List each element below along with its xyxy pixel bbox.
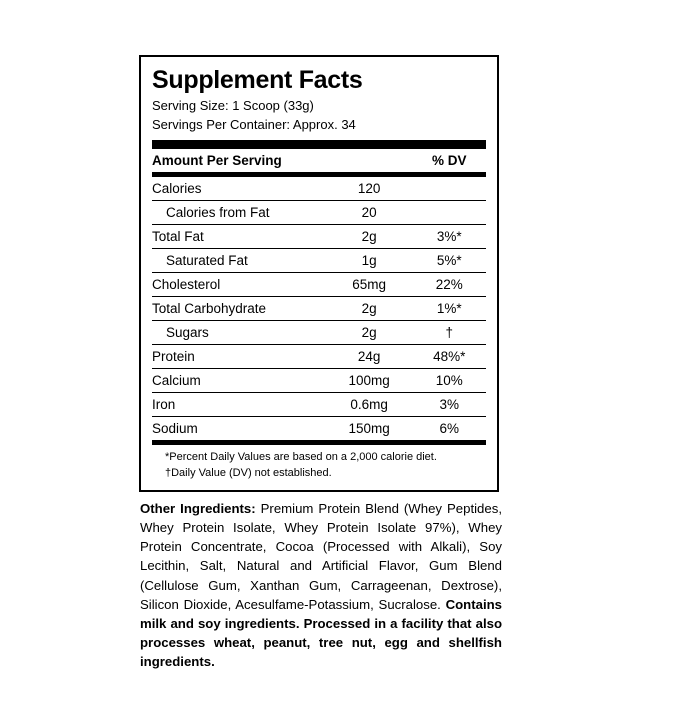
nutrient-name: Cholesterol xyxy=(152,273,326,297)
table-row xyxy=(152,393,486,417)
nutrient-dv: 3%* xyxy=(413,225,486,249)
nutrient-rows-table xyxy=(152,177,486,440)
table-row xyxy=(152,417,486,441)
nutrient-amount: 65mg xyxy=(326,273,413,297)
nutrient-dv: 10% xyxy=(413,369,486,393)
serving-size-line: Serving Size: 1 Scoop (33g) xyxy=(152,98,314,114)
divider-thick-top xyxy=(152,140,486,149)
nutrient-amount: 2g xyxy=(326,321,413,345)
nutrient-amount: 150mg xyxy=(326,417,413,441)
nutrient-dv xyxy=(413,201,486,225)
supplement-facts-box xyxy=(139,55,499,492)
allergen-statement: Contains milk and soy ingredients. Processed in a facility that also processes wheat, peanut, tree nut, egg and shellfish ingredients. xyxy=(140,596,502,670)
footnotes xyxy=(152,445,486,484)
table-row xyxy=(152,369,486,393)
nutrient-dv: 48%* xyxy=(413,345,486,369)
table-row xyxy=(152,249,486,273)
nutrient-dv xyxy=(413,177,486,201)
nutrient-name: Total Fat xyxy=(152,225,326,249)
nutrient-amount: 100mg xyxy=(326,369,413,393)
nutrient-amount: 2g xyxy=(326,225,413,249)
panel-title: Supplement Facts xyxy=(152,66,363,94)
table-row xyxy=(152,273,486,297)
nutrition-table xyxy=(152,149,486,172)
footnote-dagger: †Daily Value (DV) not established. xyxy=(165,467,332,480)
nutrient-amount: 20 xyxy=(326,201,413,225)
nutrient-dv: 22% xyxy=(413,273,486,297)
nutrient-amount: 1g xyxy=(326,249,413,273)
nutrient-amount: 0.6mg xyxy=(326,393,413,417)
nutrient-name: Calories from Fat xyxy=(152,201,326,225)
table-header-row xyxy=(152,149,486,172)
nutrient-dv: 3% xyxy=(413,393,486,417)
table-row xyxy=(152,177,486,201)
nutrient-name: Iron xyxy=(152,393,326,417)
other-ingredients-heading: Other Ingredients: xyxy=(140,501,256,517)
nutrient-name: Calories xyxy=(152,181,202,197)
header-percent-dv: % DV xyxy=(432,153,467,169)
nutrient-dv: 5%* xyxy=(413,249,486,273)
nutrient-dv: 1%* xyxy=(413,297,486,321)
nutrient-name: Total Carbohydrate xyxy=(152,297,326,321)
nutrient-dv: 6% xyxy=(413,417,486,441)
table-row xyxy=(152,297,486,321)
other-ingredients xyxy=(138,492,504,671)
header-amount-spacer xyxy=(326,149,413,172)
servings-per-container-line: Servings Per Container: Approx. 34 xyxy=(152,116,356,132)
nutrient-dv: † xyxy=(413,321,486,345)
nutrient-amount: 120 xyxy=(357,181,381,197)
nutrient-name: Calcium xyxy=(152,369,326,393)
supplement-facts-panel xyxy=(139,55,502,671)
header-amount-per-serving: Amount Per Serving xyxy=(152,153,282,169)
footnote-percent-dv: *Percent Daily Values are based on a 2,000 calorie diet. xyxy=(165,451,437,464)
nutrient-name: Sugars xyxy=(152,321,326,345)
table-row xyxy=(152,345,486,369)
table-row xyxy=(152,225,486,249)
nutrient-name: Sodium xyxy=(152,417,326,441)
nutrient-name: Saturated Fat xyxy=(152,249,326,273)
other-ingredients-body: Premium Protein Blend (Whey Peptides, Whey Protein Isolate, Whey Protein Isolate 97%), Whey Protein Concentrate, Cocoa (Processed with Alkali), Soy Lecithin, Salt, Natural and Artificial Flavor, Gum Blend (Cellulose Gum, Xanthan Gum, Carrageenan, Dextrose), Silicon Dioxide, Acesulfame-Potassium, Sucralose. xyxy=(140,501,502,612)
table-row xyxy=(152,321,486,345)
nutrient-amount: 2g xyxy=(326,297,413,321)
nutrient-name: Protein xyxy=(152,345,326,369)
nutrient-amount: 24g xyxy=(326,345,413,369)
table-row xyxy=(152,201,486,225)
